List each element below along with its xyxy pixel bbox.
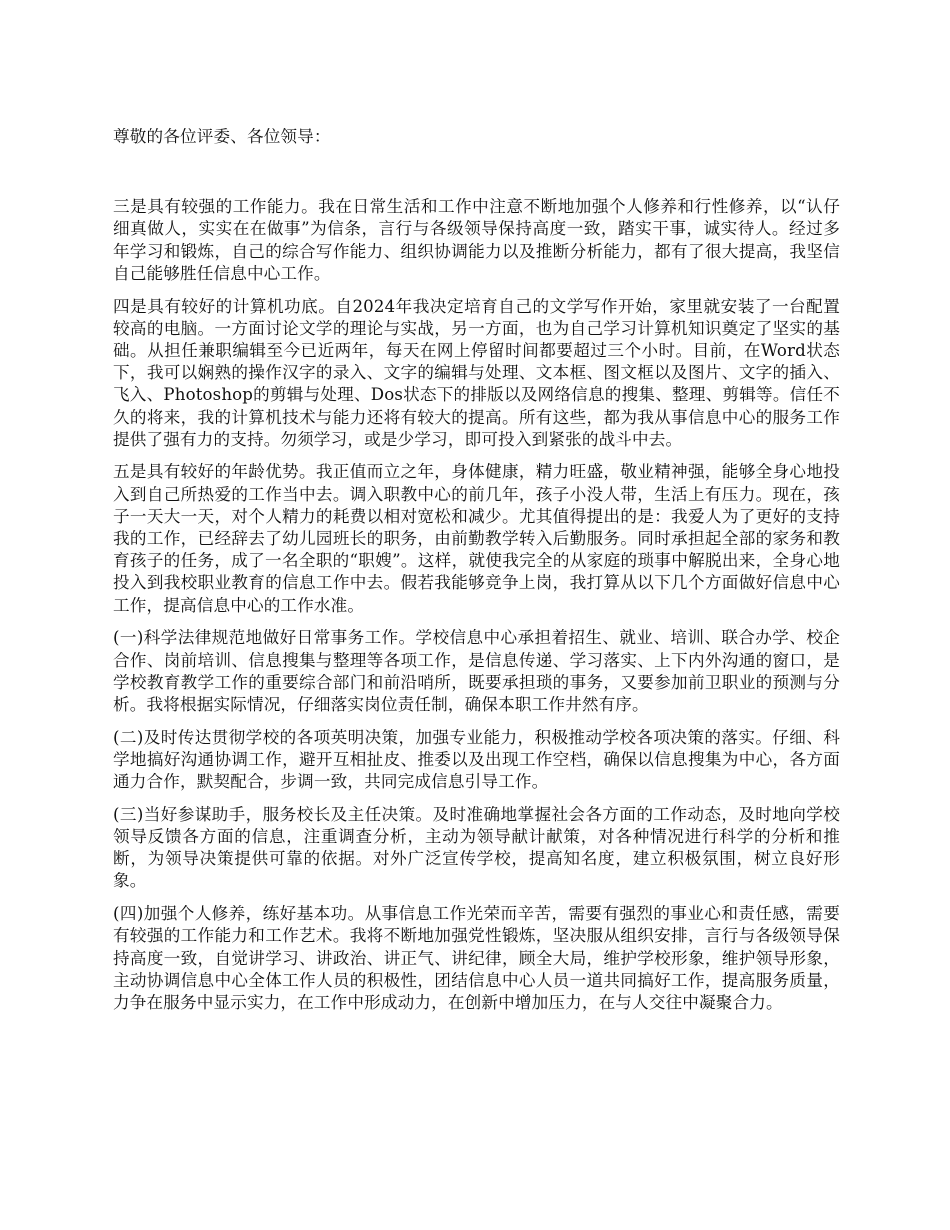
paragraph-plan-3: (三)当好参谋助手，服务校长及主任决策。及时准确地掌握社会各方面的工作动态，及时地向学校领导反馈各方面的信息，注重调查分析，主动为领导献计献策，对各种情况进行科学的分析和推断，为领导决策提供可靠的依据。对外广泛宣传学校，提高知名度，建立积极氛围，树立良好形象。 [113, 804, 840, 891]
document-body [113, 126, 840, 1025]
paragraph-plan-1: (一)科学法律规范地做好日常事务工作。学校信息中心承担着招生、就业、培训、联合办学、校企合作、岗前培训、信息搜集与整理等各项工作，是信息传递、学习落实、上下内外沟通的窗口，是学校教育教学工作的重要综合部门和前沿哨所，既要承担琐的事务，又要参加前卫职业的预测与分析。我将根据实际情况，仔细落实岗位责任制，确保本职工作井然有序。 [113, 628, 840, 714]
paragraph-plan-4: (四)加强个人修养，练好基本功。从事信息工作光荣而辛苦，需要有强烈的事业心和责任感，需要有较强的工作能力和工作艺术。我将不断地加强党性锻炼，坚决服从组织安排，言行与各级领导保持高度一致，自觉讲学习、讲政治、讲正气、讲纪律，顾全大局，维护学校形象，维护领导形象，主动协调信息中心全体工作人员的积极性，团结信息中心人员一道共同搞好工作，提高服务质量，力争在服务中显示实力，在工作中形成动力，在创新中增加压力，在与人交往中凝聚合力。 [113, 904, 840, 1012]
paragraph-computer-skills: 四是具有较好的计算机功底。自2024年我决定培育自己的文学写作开始，家里就安装了一台配置较高的电脑。一方面讨论文学的理论与实战，另一方面，也为自己学习计算机知识奠定了坚实的基础。从担任兼职编辑至今已近两年，每天在网上停留时间都要超过三个小时。目前，在Word状态下，我可以娴熟的操作汉字的录入、文字的编辑与处理、文本框、图文框以及图片、文字的插入、飞入、Photoshop的剪辑与处理、Dos状态下的排版以及网络信息的搜集、整理、剪辑等。信任不久的将来，我的计算机技术与能力还将有较大的提高。所有这些，都为我从事信息中心的服务工作提供了强有力的支持。勿须学习，或是少学习，即可投入到紧张的战斗中去。 [113, 296, 840, 449]
paragraph-plan-2: (二)及时传达贯彻学校的各项英明决策，加强专业能力，积极推动学校各项决策的落实。仔细、科学地搞好沟通协调工作，避开互相扯皮、推委以及出现工作空档，确保以信息搜集为中心，各方面通力合作，默契配合，步调一致，共同完成信息引导工作。 [113, 727, 840, 792]
paragraph-age-advantage: 五是具有较好的年龄优势。我正值而立之年，身体健康，精力旺盛，敬业精神强，能够全身心地投入到自己所热爱的工作当中去。调入职教中心的前几年，孩子小没人带，生活上有压力。现在，孩子一天大一天，对个人精力的耗费以相对宽松和减少。尤其值得提出的是：我爱人为了更好的支持我的工作，已经辞去了幼儿园班长的职务，由前勤教学转入后勤服务。同时承担起全部的家务和教育孩子的任务，成了一名全职的“职嫂”。这样，就使我完全的从家庭的琐事中解脱出来，全身心地投入到我校职业教育的信息工作中去。假若我能够竞争上岗，我打算从以下几个方面做好信息中心工作，提高信息中心的工作水准。 [113, 462, 840, 615]
paragraph-ability: 三是具有较强的工作能力。我在日常生活和工作中注意不断地加强个人修养和行性修养，以“认仔细真做人，实实在在做事”为信条，言行与各级领导保持高度一致，踏实干事，诚实待人。经过多年学习和锻炼，自己的综合写作能力、组织协调能力以及推断分析能力，都有了很大提高，我坚信自己能够胜任信息中心工作。 [113, 197, 840, 283]
salutation: 尊敬的各位评委、各位领导： [113, 127, 331, 146]
